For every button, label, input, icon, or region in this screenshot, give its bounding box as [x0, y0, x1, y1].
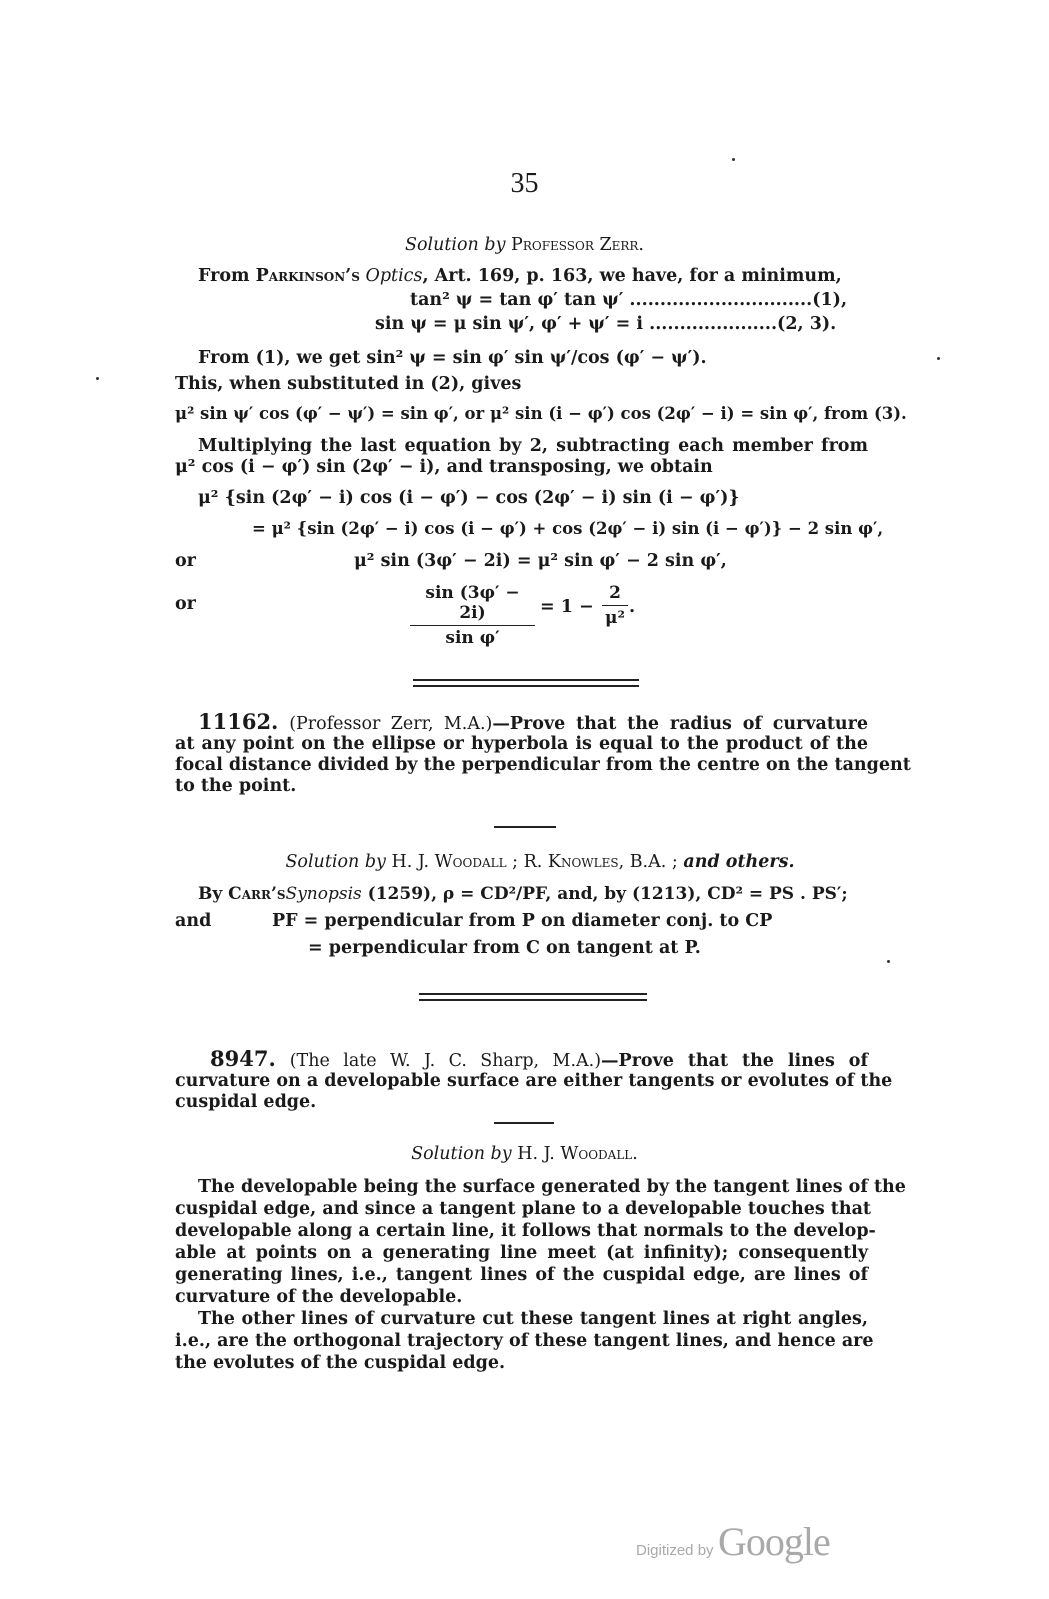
scan-speck: [887, 960, 890, 963]
equation-line: = μ² {sin (2φ′ − i) cos (i − φ′) + cos (2φ′ − i) sin (i − φ′)} − 2 sin φ′,: [252, 519, 884, 538]
problem-number: 8947.: [210, 1046, 276, 1071]
or-label: or: [175, 594, 196, 614]
fraction-numerator: 2: [609, 583, 621, 603]
or-label: or: [175, 551, 196, 571]
and-label: and: [175, 911, 212, 931]
solution-heading: [0, 234, 1049, 256]
problem-text: curvature on a developable surface are either tangents or evolutes of the: [175, 1071, 893, 1091]
problem-heading: [210, 1048, 868, 1072]
problem-author: (The late W. J. C. Sharp, M.A.): [289, 1051, 602, 1071]
fraction: [410, 583, 535, 648]
digitized-by-google-watermark: [636, 1518, 830, 1565]
scan-speck: [937, 357, 940, 360]
paragraph-line: able at points on a generating line meet (at infinity); consequently: [175, 1243, 868, 1263]
fraction-numerator: sin (3φ′ − 2i): [425, 583, 520, 623]
watermark-prefix: Digitized by: [636, 1542, 714, 1559]
fraction-bar: [410, 625, 535, 626]
equation-line: μ² sin (3φ′ − 2i) = μ² sin φ′ − 2 sin φ′,: [354, 551, 727, 571]
fraction-denominator: μ²: [605, 608, 625, 628]
problem-text: —Prove that the lines of: [601, 1051, 869, 1071]
problem-text: focal distance divided by the perpendicular from the centre on the tangent: [175, 755, 911, 775]
paragraph-line: the evolutes of the cuspidal edge.: [175, 1353, 506, 1373]
problem-text: at any point on the ellipse or hyperbola is equal to the product of the: [175, 734, 868, 754]
problem-number: 11162.: [198, 709, 279, 734]
solution-by-label: Solution by: [411, 1144, 512, 1164]
solution-by-label: Solution by: [404, 235, 506, 255]
short-divider: [494, 1122, 554, 1124]
paragraph-line: i.e., are the orthogonal trajectory of these tangent lines, and hence are: [175, 1331, 874, 1351]
solution-book-title: Synopsis: [285, 884, 362, 904]
fraction-denominator: sin φ′: [445, 628, 500, 648]
problem-text: cuspidal edge.: [175, 1092, 317, 1112]
fraction: [602, 583, 628, 628]
solution-line: = perpendicular from C on tangent at P.: [308, 938, 701, 958]
equation-1: tan² ψ = tan φ′ tan ψ′ ..............................(1),: [410, 290, 848, 310]
problem-author: (Professor Zerr, M.A.): [289, 714, 493, 734]
intro-author-name: Parkinson’s: [255, 266, 360, 286]
solution-author-name: Carr’s: [228, 884, 286, 904]
text-line: Multiplying the last equation by 2, subtracting each member from: [198, 436, 868, 456]
solution-heading: [0, 1143, 1049, 1165]
google-logo: Google: [718, 1519, 830, 1564]
paragraph-line: developable along a certain line, it follows that normals to the develop-: [175, 1221, 876, 1241]
solution-by-label: Solution by: [285, 852, 386, 872]
section-divider: [413, 679, 639, 687]
intro-text-d: , Art. 169, p. 163, we have, for a minimum,: [422, 266, 842, 286]
equation-2-3: sin ψ = μ sin ψ′, φ′ + ψ′ = i .....................(2, 3).: [375, 314, 837, 334]
text-line: From (1), we get sin² ψ = sin φ′ sin ψ′/cos (φ′ − ψ′).: [198, 348, 707, 368]
paragraph-line: generating lines, i.e., tangent lines of the cuspidal edge, are lines of: [175, 1265, 868, 1285]
solution-authors: H. J. Woodall ; R. Knowles, B.A. ;: [391, 852, 678, 872]
page-number: 35: [510, 168, 539, 199]
problem-text: to the point.: [175, 776, 297, 796]
solution-author: H. J. Woodall.: [517, 1144, 638, 1164]
and-others: and others.: [683, 852, 795, 872]
problem-text: —Prove that the radius of curvature: [492, 714, 868, 734]
solution-text-d: (1259), ρ = CD²/PF, and, by (1213), CD² = PS . PS′;: [361, 884, 848, 904]
text-line: This, when substituted in (2), gives: [175, 374, 522, 394]
problem-heading: [198, 711, 868, 735]
equation-line: μ² sin ψ′ cos (φ′ − ψ′) = sin φ′, or μ² sin (i − φ′) cos (2φ′ − i) = sin φ′, from (3).: [175, 404, 907, 423]
solution-author: Professor Zerr.: [511, 235, 644, 255]
paragraph-line: The other lines of curvature cut these tangent lines at right angles,: [198, 1309, 868, 1329]
solution-heading: [0, 851, 1049, 873]
intro-book-title: Optics: [359, 266, 423, 286]
section-divider: [419, 993, 647, 1001]
paragraph-line: The developable being the surface generated by the tangent lines of the: [198, 1177, 906, 1197]
solution-line: PF = perpendicular from P on diameter conj. to CP: [272, 911, 773, 931]
short-divider: [494, 826, 556, 828]
paragraph-line: curvature of the developable.: [175, 1287, 463, 1307]
scan-speck: [732, 158, 735, 161]
fraction-period: .: [629, 597, 636, 617]
scan-speck: [96, 377, 99, 380]
intro-line: [198, 265, 842, 287]
text-line: μ² cos (i − φ′) sin (2φ′ − i), and transposing, we obtain: [175, 457, 713, 477]
paragraph-line: cuspidal edge, and since a tangent plane to a developable touches that: [175, 1199, 872, 1219]
solution-line: [198, 883, 848, 905]
solution-text-a: By: [198, 884, 229, 904]
fraction-equals: = 1 −: [540, 597, 594, 617]
intro-text-a: From: [198, 266, 256, 286]
fraction-bar: [602, 605, 628, 606]
equation-line: μ² {sin (2φ′ − i) cos (i − φ′) − cos (2φ′ − i) sin (i − φ′)}: [198, 488, 740, 508]
